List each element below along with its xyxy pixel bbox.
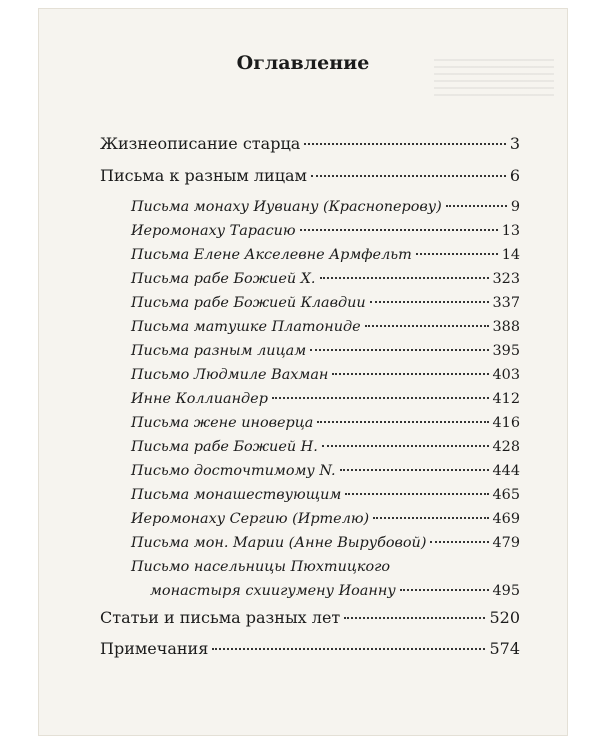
toc-subentry-first-line: Письмо насельницы Пюхтицкого (131, 559, 391, 575)
leader-dots (344, 617, 485, 619)
toc-entry-page: 14 (501, 247, 520, 263)
toc-entry-page: 13 (501, 223, 520, 239)
toc-subentry (131, 463, 520, 479)
toc-entry (100, 639, 520, 658)
page-title: Оглавление (236, 52, 370, 74)
toc-entry-label: Письма мон. Марии (Анне Вырубовой) (131, 535, 427, 551)
toc-entry-label: Письма рабе Божией Клавдии (131, 295, 366, 311)
toc-entry-label: Письма рабе Божией Н. (131, 439, 318, 455)
toc-entry-label: Письма жене иноверца (131, 415, 314, 431)
book-page (38, 8, 568, 736)
toc-entry-page: 495 (492, 583, 520, 599)
leader-dots (311, 175, 506, 177)
leader-dots (332, 373, 488, 375)
leader-dots (340, 469, 489, 471)
leader-dots (373, 517, 488, 519)
toc-entry (100, 166, 520, 185)
leader-dots (272, 397, 489, 399)
toc-entry-label: Инне Коллиандер (131, 391, 268, 407)
toc-subentry (150, 583, 520, 599)
leader-dots (430, 541, 488, 543)
toc-entry-label: Письма к разным лицам (100, 166, 307, 185)
toc-subentry (131, 223, 520, 239)
leader-dots (416, 253, 498, 255)
toc-subentry (131, 511, 520, 527)
leader-dots (310, 349, 488, 351)
toc-entry-page: 6 (509, 166, 520, 185)
toc-entry-label: монастыря схиигумену Иоанну (150, 583, 396, 599)
toc-entry-label: Письмо Людмиле Вахман (131, 367, 329, 383)
toc-entry-page: 465 (492, 487, 520, 503)
toc-subentry (131, 415, 520, 431)
toc-subentry (131, 391, 520, 407)
toc-subentry (131, 535, 520, 551)
toc-entry-page: 3 (509, 134, 520, 153)
toc-subentry (131, 439, 520, 455)
leader-dots (446, 205, 507, 207)
toc-entry-label: Письма разным лицам (131, 343, 307, 359)
toc-entry-page: 412 (492, 391, 520, 407)
leader-dots (212, 648, 485, 650)
toc-entry-label: Примечания (100, 639, 209, 658)
toc-entry-page: 403 (492, 367, 520, 383)
toc-entry-page: 479 (492, 535, 520, 551)
toc-entry-label: Письма рабе Божией Х. (131, 271, 316, 287)
toc-entry-page: 428 (492, 439, 520, 455)
toc-entry-label: Жизнеописание старца (100, 134, 301, 153)
toc-entry-label: Статьи и письма разных лет (100, 608, 341, 627)
toc-entry-page: 520 (489, 608, 520, 627)
toc-entry-label: Иеромонаху Сергию (Иртелю) (131, 511, 370, 527)
leader-dots (304, 143, 506, 145)
toc-entry-label: Письма монашествующим (131, 487, 342, 503)
leader-dots (370, 301, 489, 303)
leader-dots (300, 229, 498, 231)
toc-entry-page: 9 (510, 199, 520, 215)
toc-entry-label: Письмо досточтимому N. (131, 463, 336, 479)
leader-dots (320, 277, 489, 279)
toc-subentry (131, 295, 520, 311)
leader-dots (322, 445, 489, 447)
toc-subentry (131, 319, 520, 335)
toc-subentry (131, 343, 520, 359)
leader-dots (400, 589, 489, 591)
toc-subentry (131, 487, 520, 503)
toc-entry-page: 416 (492, 415, 520, 431)
table-of-contents (38, 8, 568, 736)
toc-subentry (131, 367, 520, 383)
toc-entry-page: 469 (492, 511, 520, 527)
toc-entry-page: 574 (489, 639, 520, 658)
leader-dots (317, 421, 488, 423)
toc-entry (100, 608, 520, 627)
leader-dots (365, 325, 489, 327)
toc-subentry (131, 199, 520, 215)
toc-subentry (131, 247, 520, 263)
toc-entry-page: 337 (492, 295, 520, 311)
toc-entry-label: Письма монаху Иувиану (Красноперову) (131, 199, 442, 215)
toc-entry-page: 444 (492, 463, 520, 479)
toc-entry-label: Письма матушке Платониде (131, 319, 361, 335)
leader-dots (345, 493, 488, 495)
toc-entry-label: Письма Елене Акселевне Армфельт (131, 247, 412, 263)
toc-subentry (131, 271, 520, 287)
toc-entry-page: 395 (492, 343, 520, 359)
toc-entry (100, 134, 520, 153)
toc-entry-page: 323 (492, 271, 520, 287)
toc-entry-label: Иеромонаху Тарасию (131, 223, 296, 239)
toc-entry-page: 388 (492, 319, 520, 335)
